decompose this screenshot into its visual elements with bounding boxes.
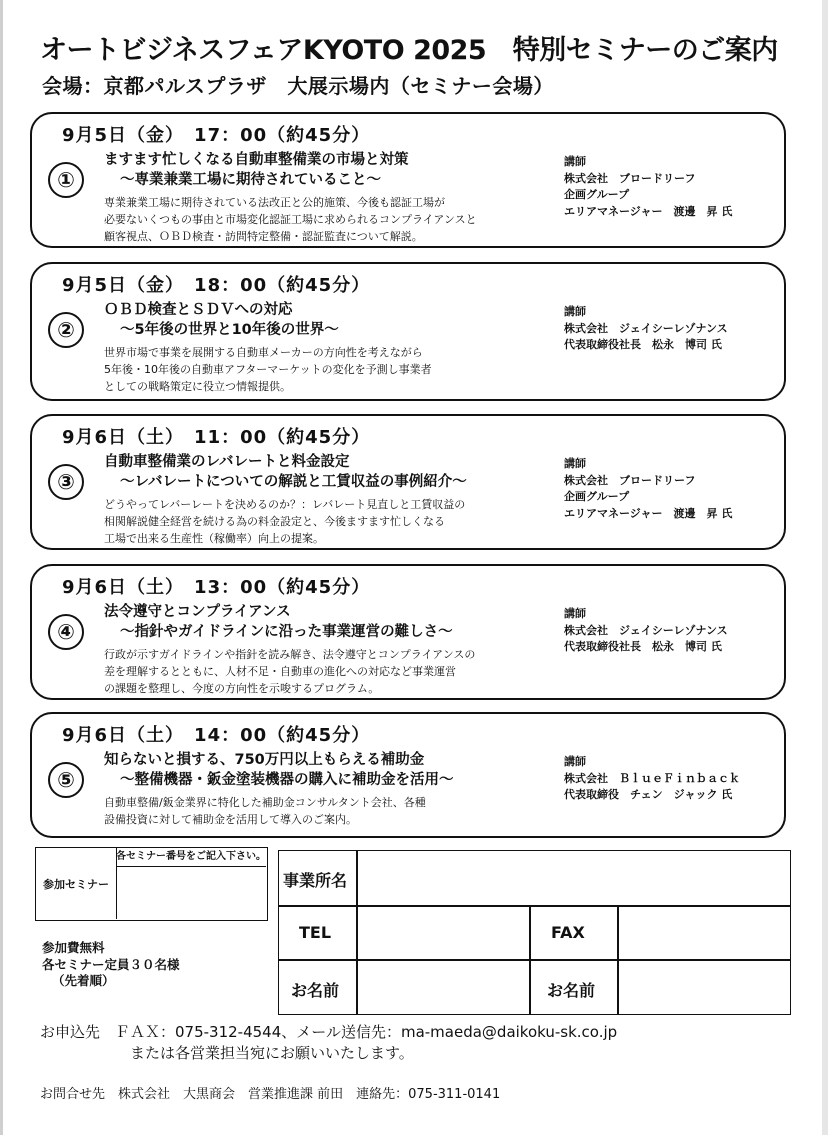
seminar-date: 9月6日（土） 14：00（約45分） [62, 725, 371, 746]
seminar-speaker [564, 606, 728, 656]
speaker-line: 講師 [564, 155, 586, 168]
seminar-speaker [564, 154, 732, 220]
capacity-note: （先着順） [52, 973, 115, 988]
seminar-subtitle: ～5年後の世界と10年後の世界～ [120, 322, 339, 338]
company-name-field[interactable] [359, 853, 787, 903]
application-line: お申込先 ＦＡＸ：075-312-4544、メール送信先：ma-maeda@daikoku-sk.co.jp [40, 1023, 618, 1041]
form-divider [617, 905, 619, 1014]
seminar-description [104, 194, 477, 245]
form-divider [529, 905, 531, 1014]
seminar-number-field[interactable] [117, 868, 265, 918]
description-line: 顧客視点、ＯＢＤ検査・訪問特定整備・認証監査について解説。 [104, 230, 423, 243]
description-line: 専業兼業工場に期待されている法改正と公的施策、今後も認証工場が [104, 196, 445, 209]
fax-label: FAX [551, 923, 585, 942]
seminar-speaker [564, 456, 732, 522]
application-info [40, 1022, 617, 1064]
seminar-selection-label: 参加セミナー [36, 848, 117, 919]
tel-field[interactable] [359, 908, 527, 957]
speaker-line: 株式会社 ジェイシーレゾナンス [564, 623, 728, 637]
description-line: 工場で出来る生産性（稼働率）向上の提案。 [104, 532, 324, 545]
page-edge-right [822, 0, 828, 1135]
seminar-subtitle: ～レバレートについての解説と工賃収益の事例紹介～ [120, 474, 467, 490]
fee-info [42, 940, 180, 990]
seminar-title: 自動車整備業のレバレートと料金設定 [104, 454, 350, 470]
description-line: としての戦略策定に役立つ情報提供。 [104, 380, 291, 393]
seminar-selection-box [35, 847, 268, 921]
speaker-line: 株式会社 ジェイシーレゾナンス [564, 321, 728, 335]
tel-label: TEL [299, 923, 332, 942]
company-name-label: 事業所名 [283, 871, 348, 890]
page-edge-left [0, 0, 3, 1135]
speaker-line: 代表取締役社長 松永 博司 氏 [564, 640, 722, 653]
speaker-line: 代表取締役 チェン ジャック 氏 [564, 788, 733, 801]
speaker-line: エリアマネージャー 渡邊 昇 氏 [564, 204, 733, 218]
description-line: 自動車整備/鈑金業界に特化した補助金コンサルタント会社、各種 [104, 796, 426, 809]
seminar-card-5 [30, 712, 786, 838]
seminar-number: ④ [48, 614, 84, 650]
capacity-text: 各セミナー定員３０名様 [42, 956, 180, 972]
seminar-subtitle: ～専業兼業工場に期待されていること～ [120, 172, 381, 188]
seminar-date: 9月6日（土） 13：00（約45分） [62, 577, 371, 598]
seminar-description [104, 794, 426, 828]
venue-line: 会場：京都パルスプラザ 大展示場内（セミナー会場） [42, 74, 554, 98]
seminar-card-2 [30, 262, 786, 401]
seminar-title: ますます忙しくなる自動車整備業の市場と対策 [104, 152, 409, 168]
seminar-card-3 [30, 414, 786, 550]
seminar-subtitle: ～整備機器・鈑金塗装機器の購入に補助金を活用～ [120, 772, 454, 788]
seminar-description [104, 646, 475, 697]
seminar-card-4 [30, 564, 786, 700]
seminar-date: 9月6日（土） 11：00（約45分） [62, 427, 371, 448]
seminar-number: ③ [48, 464, 84, 500]
seminar-date: 9月5日（金） 17：00（約45分） [62, 125, 371, 146]
description-line: 相関解説健全経営を続ける為の料金設定と、今後ますます忙しくなる [104, 515, 445, 528]
seminar-number: ② [48, 312, 84, 348]
description-line: 行政が示すガイドラインや指針を読み解き、法令遵守とコンプライアンスの [104, 648, 476, 661]
contact-info: お問合せ先 株式会社 大黒商会 営業推進課 前田 連絡先：075-311-0141 [40, 1087, 501, 1102]
seminar-number: ⑤ [48, 762, 84, 798]
seminar-subtitle: ～指針やガイドラインに沿った事業運営の難しさ～ [120, 624, 453, 640]
speaker-line: 講師 [564, 457, 586, 470]
page-title: オートビジネスフェアKYOTO 2025 特別セミナーのご案内 [40, 35, 778, 66]
seminar-description [104, 344, 432, 395]
seminar-number: ① [48, 162, 84, 198]
seminar-description [104, 496, 465, 547]
name-field-2[interactable] [620, 962, 788, 1012]
form-divider [356, 851, 358, 1014]
seminar-date: 9月5日（金） 18：00（約45分） [62, 275, 371, 296]
seminar-speaker [564, 304, 728, 354]
speaker-line: 企画グループ [564, 188, 630, 201]
seminar-selection-hint: 各セミナー番号をご記入下さい。 [116, 848, 266, 867]
seminar-card-1 [30, 112, 786, 248]
speaker-line: 株式会社 ブロードリーフ [564, 171, 696, 185]
speaker-line: 株式会社 ＢｌｕｅＦｉｎｂａｃｋ [564, 771, 740, 785]
seminar-title: 法令遵守とコンプライアンス [104, 604, 291, 620]
seminar-title: ＯＢＤ検査とＳＤＶへの対応 [104, 302, 293, 318]
speaker-line: 企画グループ [564, 490, 630, 503]
speaker-line: 講師 [564, 755, 586, 768]
fax-field[interactable] [620, 908, 788, 957]
description-line: 世界市場で事業を展開する自動車メーカーの方向性を考えながら [104, 346, 423, 359]
speaker-line: エリアマネージャー 渡邊 昇 氏 [564, 506, 733, 520]
fee-text: 参加費無料 [42, 940, 105, 955]
description-line: 差を理解するとともに、人材不足・自動車の進化への対応など事業運営 [104, 665, 456, 678]
company-form [278, 850, 791, 1015]
speaker-line: 講師 [564, 305, 586, 318]
name-field-1[interactable] [359, 962, 527, 1012]
description-line: の課題を整理し、今度の方向性を示唆するプログラム。 [104, 682, 380, 695]
name-label-1: お名前 [291, 981, 340, 1000]
speaker-line: 代表取締役社長 松永 博司 氏 [564, 338, 722, 351]
description-line: どうやってレバーレートを決めるのか？：レバレート見直しと工賃収益の [104, 498, 466, 511]
seminar-speaker [564, 754, 740, 804]
speaker-line: 講師 [564, 607, 586, 620]
application-line: または各営業担当宛にお願いいたします。 [130, 1044, 414, 1062]
description-line: 設備投資に対して補助金を活用して導入のご案内。 [104, 813, 357, 826]
description-line: 5年後・10年後の自動車アフターマーケットの変化を予測し事業者 [104, 363, 432, 376]
name-label-2: お名前 [547, 981, 596, 1000]
seminar-title: 知らないと損する、750万円以上もらえる補助金 [104, 752, 425, 768]
speaker-line: 株式会社 ブロードリーフ [564, 473, 696, 487]
description-line: 必要ないくつもの事由と市場変化認証工場に求められるコンプライアンスと [104, 213, 477, 226]
